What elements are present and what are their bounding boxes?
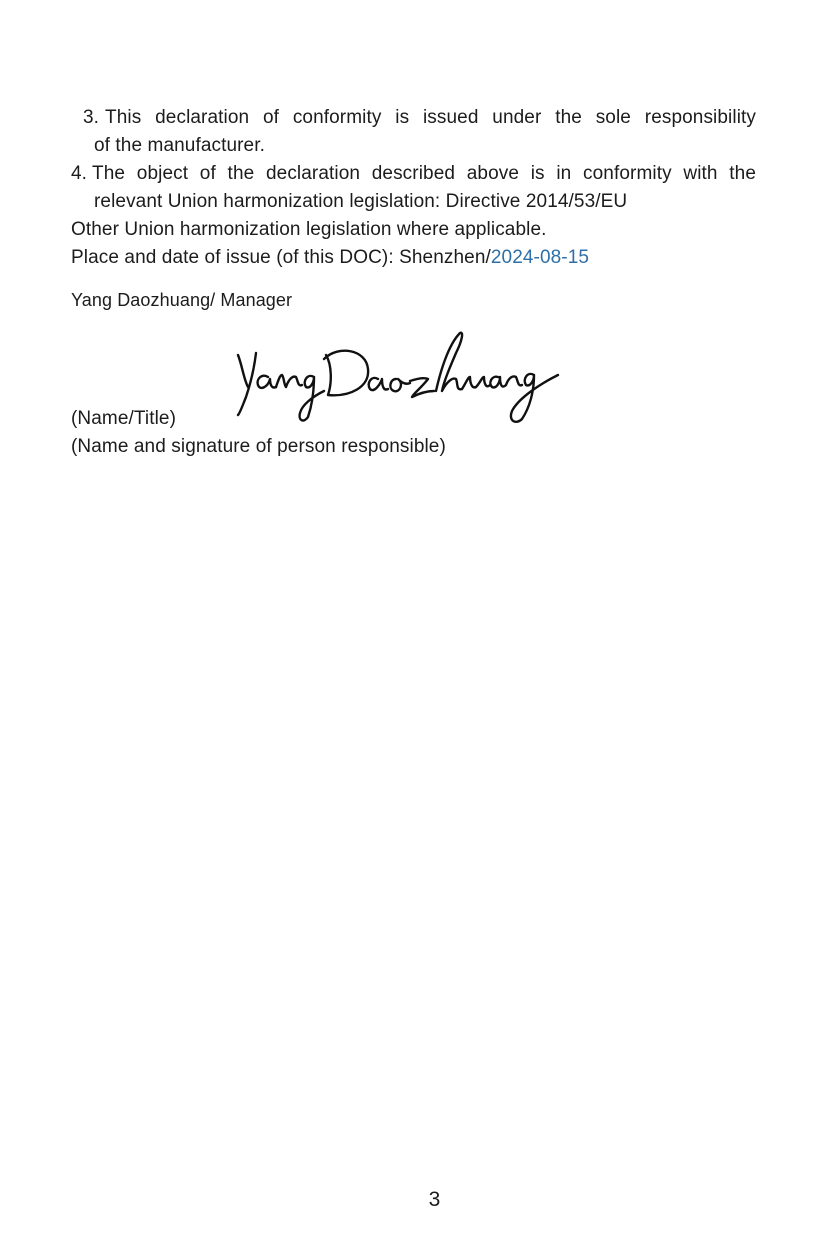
- item-3-text-line-1: This declaration of conformity is issued under the sole responsibility: [105, 107, 756, 128]
- issue-date: 2024-08-15: [490, 247, 590, 268]
- other-legislation-text: Other Union harmonization legislation where applicable.: [71, 219, 547, 240]
- item-3-number: 3.: [83, 107, 100, 128]
- item-4-number: 4.: [71, 163, 88, 184]
- handwritten-signature: [228, 325, 563, 425]
- item-4-line-1: [71, 160, 756, 188]
- signature-caption: (Name and signature of person responsible): [71, 436, 446, 457]
- place-date-prefix: Place and date of issue (of this DOC): Shenzhen/: [71, 247, 491, 268]
- place-date-line: [71, 244, 589, 272]
- item-4-text-line-1: The object of the declaration described above is in conformity with the: [92, 163, 756, 184]
- signatory-name-title: Yang Daozhuang/ Manager: [71, 290, 293, 310]
- item-3-text-line-2: of the manufacturer.: [94, 135, 265, 156]
- page-number: 3: [428, 1188, 441, 1211]
- item-4-text-line-2: relevant Union harmonization legislation: Directive 2014/53/EU: [94, 191, 628, 212]
- name-title-caption: (Name/Title): [71, 408, 177, 429]
- item-3-line-1: [83, 104, 756, 132]
